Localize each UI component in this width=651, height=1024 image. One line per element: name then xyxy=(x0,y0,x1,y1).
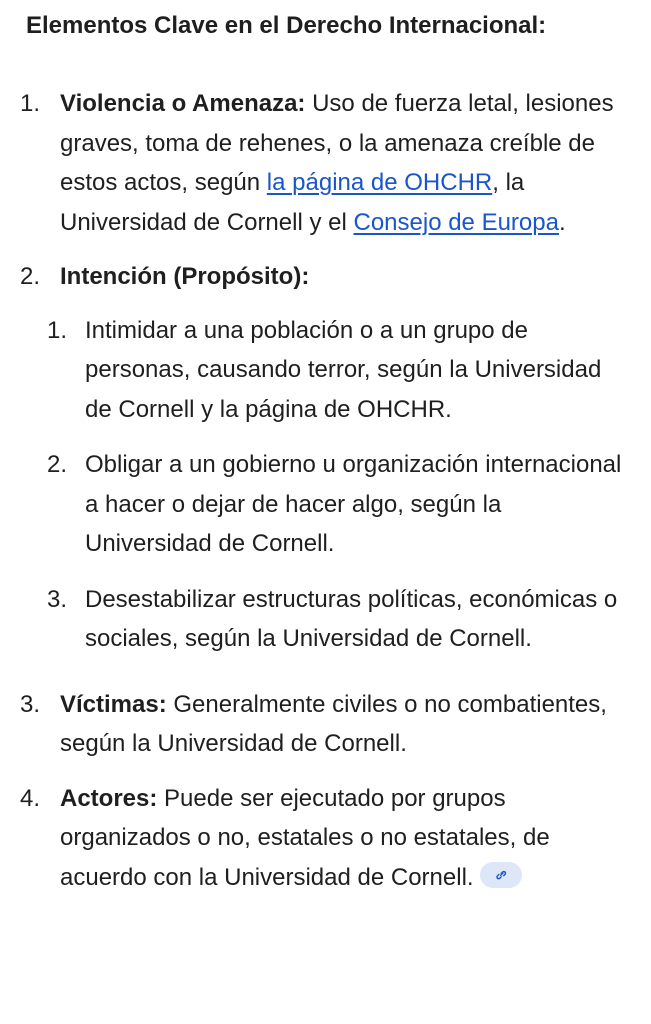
item-label: Violencia o Amenaza: xyxy=(60,90,306,117)
sublist-item-text: Desestabilizar estructuras políticas, económicas o sociales, según la Universidad de Cornell. xyxy=(85,585,618,652)
list-item-violencia xyxy=(20,84,631,242)
item-text: , la Universidad de Cornell y el xyxy=(60,169,525,236)
item-text: . xyxy=(558,208,566,236)
ohchr-link[interactable]: la página de OHCHR xyxy=(266,169,493,196)
list-number: 1. xyxy=(47,316,68,344)
item-text: Uso de fuerza letal, lesiones graves, toma de rehenes, o la amenaza creíble de estos actos, según xyxy=(60,90,614,196)
list-number: 1. xyxy=(20,90,41,117)
sublist-item-text: Intimidar a una población o a un grupo de personas, causando terror, según la Universidad de Cornell y la página de OHCHR. xyxy=(85,316,602,423)
intention-sublist xyxy=(47,311,631,659)
list-item-intencion xyxy=(20,257,631,659)
consejo-europa-link[interactable]: Consejo de Europa xyxy=(353,208,559,236)
elements-list xyxy=(20,84,631,897)
list-number: 2. xyxy=(47,451,68,478)
item-label: Víctimas: xyxy=(60,690,167,718)
item-text: Puede ser ejecutado por grupos organizados o no, estatales o no estatales, de acuerdo con la Universidad de Cornell. xyxy=(60,784,550,891)
section-heading: Elementos Clave en el Derecho Internacional: xyxy=(26,12,547,39)
item-text: Generalmente civiles o no combatientes, según la Universidad de Cornell. xyxy=(60,690,607,757)
source-link-chip[interactable] xyxy=(480,862,522,888)
item-label: Intención (Propósito): xyxy=(60,263,310,290)
list-number: 2. xyxy=(20,263,41,290)
list-number: 3. xyxy=(20,690,41,718)
sublist-item-text: Obligar a un gobierno u organización internacional a hacer o dejar de hacer algo, según la Universidad de Cornell. xyxy=(85,451,622,557)
sublist-item xyxy=(47,445,631,564)
item-label: Actores: xyxy=(60,784,158,812)
list-item-victimas xyxy=(20,685,631,764)
link-icon xyxy=(493,867,509,883)
list-number: 4. xyxy=(20,784,41,812)
list-number: 3. xyxy=(47,585,68,613)
sublist-item xyxy=(47,311,631,430)
sublist-item xyxy=(47,580,631,659)
list-item-actores xyxy=(20,779,631,898)
